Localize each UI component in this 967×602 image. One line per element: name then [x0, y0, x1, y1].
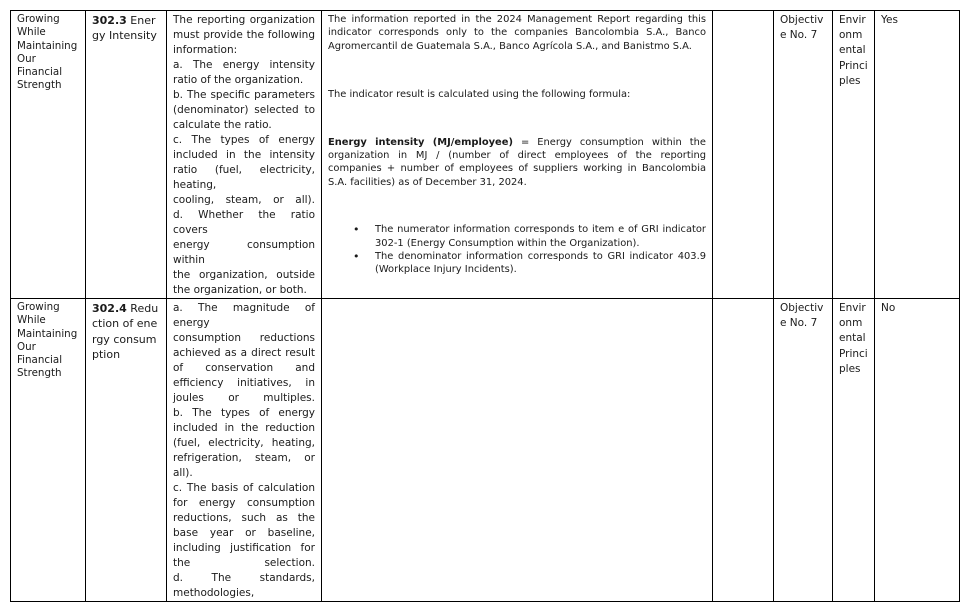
requirement-line: calculate the ratio. [173, 119, 272, 131]
requirement-line: efficiency initiatives, in [173, 377, 315, 389]
scope-paragraph: The information reported in the 2024 Management Report regarding this indicator corresponds only to the companies Bancolombia S.A., Banco Agromercantil de Guatemala S.A., Banco Agrícola S.A., and Banistmo S.A. [328, 14, 706, 52]
requirement-line: consumption reductions [173, 332, 315, 344]
requirement-line: included in the reduction [173, 422, 315, 434]
sdg-objective-cell: Objective No. 7 [774, 299, 833, 602]
requirement-line: the selection. [173, 557, 315, 569]
requirement-line: methodologies, [173, 587, 255, 599]
gri-content-table [10, 10, 960, 602]
formula-text: = Energy consumption within the organization in MJ / (number of direct employees of the reporting companies + number of employees of suppliers working in Bancolombia S.A. facilities) as of December 31, 2024. [328, 136, 707, 188]
requirement-line: reductions, such as the [173, 512, 315, 524]
requirements-cell [167, 11, 322, 299]
list-item: • The numerator information corresponds to item e of GRI indicator 302-1 (Energy Consumption within the Organization). [375, 223, 706, 250]
list-item: • The denominator information corresponds to GRI indicator 403.9 (Workplace Injury Incidents). [375, 250, 706, 277]
requirement-line: the organization, outside [173, 269, 315, 281]
requirement-line: must provide the following [173, 29, 315, 41]
indicator-name: Reduction of energy consumption [92, 302, 159, 361]
requirements-cell [167, 299, 322, 602]
requirement-line: a. The magnitude of energy [173, 302, 315, 329]
indicator-cell [86, 11, 167, 299]
external-verification-cell: No [875, 299, 960, 602]
formula-label: Energy intensity (MJ/employee) [328, 136, 513, 148]
material-topic-cell: Growing While Maintaining Our Financial Strength [11, 299, 86, 602]
requirement-line: the organization, or both. [173, 284, 307, 296]
note-list [328, 223, 706, 277]
requirement-line: of conservation and [173, 362, 315, 374]
material-topic-cell: Growing While Maintaining Our Financial Strength [11, 11, 86, 299]
sdg-objective-cell: Objective No. 7 [774, 11, 833, 299]
indicator-name: Energy Intensity [92, 14, 157, 43]
formula-intro: The indicator result is calculated using the following formula: [328, 89, 631, 101]
response-cell [322, 11, 713, 299]
requirement-line: d. The standards, [173, 572, 315, 584]
requirement-line: energy consumption within [173, 239, 315, 266]
requirement-line: (denominator) selected to [173, 104, 315, 116]
requirement-line: including justification for [173, 542, 315, 554]
requirement-line: c. The types of energy [173, 134, 315, 146]
indicator-cell [86, 299, 167, 602]
requirement-line: cooling, steam, or all). [173, 194, 315, 206]
omission-cell [713, 299, 774, 602]
requirement-line: information: [173, 44, 238, 56]
requirement-line: heating, [173, 179, 217, 191]
table-row [11, 299, 960, 602]
formula-paragraph [328, 136, 706, 190]
requirement-line: b. The specific parameters [173, 89, 315, 101]
external-verification-cell: Yes [875, 11, 960, 299]
requirement-line: for energy consumption [173, 497, 315, 509]
principles-cell: Environmental Principles [833, 299, 875, 602]
table-row [11, 11, 960, 299]
requirement-line: c. The basis of calculation [173, 482, 315, 494]
omission-cell [713, 11, 774, 299]
requirement-line: achieved as a direct result [173, 347, 315, 359]
requirement-line: d. Whether the ratio covers [173, 209, 315, 236]
response-cell [322, 299, 713, 602]
indicator-code: 302.4 [92, 302, 127, 315]
requirement-line: ratio (fuel, electricity, [173, 164, 315, 176]
requirement-line: (fuel, electricity, heating, [173, 437, 315, 449]
requirement-line: ratio of the organization. [173, 74, 304, 86]
requirement-line: joules or multiples. [173, 392, 315, 404]
requirement-line: base year or baseline, [173, 527, 315, 539]
principles-cell: Environmental Principles [833, 11, 875, 299]
indicator-code: 302.3 [92, 14, 127, 27]
requirement-line: included in the intensity [173, 149, 315, 161]
requirement-line: The reporting organization [173, 14, 315, 26]
requirement-line: b. The types of energy [173, 407, 315, 419]
requirement-line: refrigeration, steam, or all). [173, 452, 315, 479]
requirement-line: a. The energy intensity [173, 59, 315, 71]
